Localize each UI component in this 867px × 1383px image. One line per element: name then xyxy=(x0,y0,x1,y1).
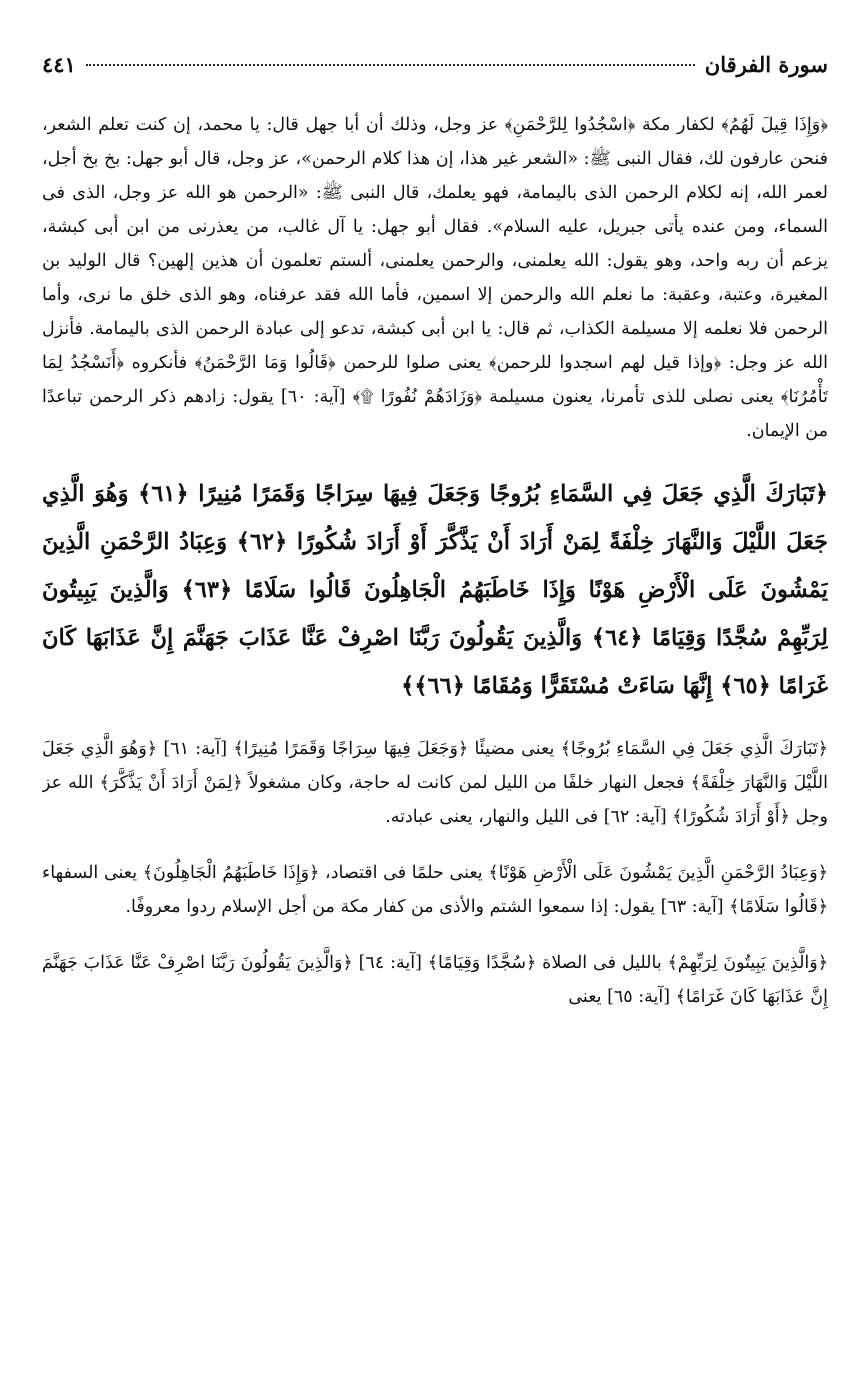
quran-verses-61-66: ﴿تَبَارَكَ الَّذِي جَعَلَ فِي السَّمَاءِ بُرُوجًا وَجَعَلَ فِيهَا سِرَاجًا وَقَمَرًا مُنِيرًا ﴿٦١﴾ وَهُوَ الَّذِي جَعَلَ اللَّيْلَ وَالنَّهَارَ خِلْفَةً لِمَنْ أَرَادَ أَنْ يَذَّكَّرَ أَوْ أَرَادَ شُكُورًا ﴿٦٢﴾ وَعِبَادُ الرَّحْمَنِ الَّذِينَ يَمْشُونَ عَلَى الْأَرْضِ هَوْنًا وَإِذَا خَاطَبَهُمُ الْجَاهِلُونَ قَالُوا سَلَامًا ﴿٦٣﴾ وَالَّذِينَ يَبِيتُونَ لِرَبِّهِمْ سُجَّدًا وَقِيَامًا ﴿٦٤﴾ وَالَّذِينَ يَقُولُونَ رَبَّنَا اصْرِفْ عَنَّا عَذَابَ جَهَنَّمَ إِنَّ عَذَابَهَا كَانَ غَرَامًا ﴿٦٥﴾ إِنَّهَا سَاءَتْ مُسْتَقَرًّا وَمُقَامًا ﴿٦٦﴾﴾ xyxy=(42,481,828,699)
page-number: ٤٤١ xyxy=(42,52,76,77)
tafsir-paragraph-verses-64-65: ﴿وَالَّذِينَ يَبِيتُونَ لِرَبِّهِمْ﴾ بالليل فى الصلاة ﴿سُجَّدًا وَقِيَامًا﴾ [آية: ٦٤] ﴿وَالَّذِينَ يَقُولُونَ رَبَّنَا اصْرِفْ عَنَّا عَذَابَ جَهَنَّمَ إِنَّ عَذَابَهَا كَانَ غَرَامًا﴾ [آية: ٦٥] يعنى xyxy=(42,953,828,1007)
surah-title: سورة الفرقان xyxy=(704,52,828,77)
book-page xyxy=(42,52,828,1370)
tafsir-paragraph-verse-60: ﴿وَإِذَا قِيلَ لَهُمُ﴾ لكفار مكة ﴿اسْجُدُوا لِلرَّحْمَنِ﴾ عز وجل، وذلك أن أبا جهل قال: يا محمد، إن كنت تعلم الشعر، فنحن عارفون لك، فقال النبى ﷺ: «الشعر غير هذا، إن هذا كلام الرحمن»، عز وجل، قال أبو جهل: بخ بخ أجل، لعمر الله، إنه لكلام الرحمن الذى باليمامة، فهو يعلمك، قال النبى ﷺ: «الرحمن هو الله عز وجل، الذى فى السماء، ومن عنده يأتى جبريل، عليه السلام». فقال أبو جهل: يا آل غالب، من يعذرنى من ابن أبى كبشة، يزعم أن ربه واحد، وهو يقول: الله يعلمنى، والرحمن يعلمنى، ألستم تعلمون أن هذين إلهين؟ قال الوليد بن المغيرة، وعتبة، وعقبة: ما نعلم الله والرحمن إلا اسمين، فأما الله فقد عرفناه، وهو الذى خلق ما نرى، وأما الرحمن فلا نعلمه إلا مسيلمة الكذاب، ثم قال: يا ابن أبى كبشة، تدعو إلى عبادة الرحمن الذى باليمامة. فأنزل الله عز وجل: ﴿وإذا قيل لهم اسجدوا للرحمن﴾ يعنى صلوا للرحمن ﴿قَالُوا وَمَا الرَّحْمَنُ﴾ فأنكروه ﴿أَنَسْجُدُ لِمَا تَأْمُرُنَا﴾ يعنى نصلى للذى تأمرنا، يعنون مسيلمة ﴿وَزَادَهُمْ نُفُورًا ۩﴾ [آية: ٦٠] يقول: زادهم ذكر الرحمن تباعدًا من الإيمان. xyxy=(42,115,828,441)
tafsir-paragraph-verses-61-62: ﴿تَبَارَكَ الَّذِي جَعَلَ فِي السَّمَاءِ بُرُوجًا﴾ يعنى مضيئًا ﴿وَجَعَلَ فِيهَا سِرَاجًا وَقَمَرًا مُنِيرًا﴾ [آية: ٦١] ﴿وَهُوَ الَّذِي جَعَلَ اللَّيْلَ وَالنَّهَارَ خِلْفَةً﴾ فجعل النهار خلفًا من الليل لمن كانت له حاجة، وكان مشغولاً ﴿لِمَنْ أَرَادَ أَنْ يَذَّكَّرَ﴾ الله عز وجل ﴿أَوْ أَرَادَ شُكُورًا﴾ [آية: ٦٢] فى الليل والنهار، يعنى عبادته. xyxy=(42,739,828,827)
tafsir-paragraph-verse-63: ﴿وَعِبَادُ الرَّحْمَنِ الَّذِينَ يَمْشُونَ عَلَى الْأَرْضِ هَوْنًا﴾ يعنى حلمًا فى اقتصاد، ﴿وَإِذَا خَاطَبَهُمُ الْجَاهِلُونَ﴾ يعنى السفهاء ﴿قَالُوا سَلَامًا﴾ [آية: ٦٣] يقول: إذا سمعوا الشتم والأذى من كفار مكة من أجل الإسلام ردوا معروفًا. xyxy=(42,863,828,917)
header-dot-leader xyxy=(86,64,695,66)
page-header xyxy=(42,52,828,98)
